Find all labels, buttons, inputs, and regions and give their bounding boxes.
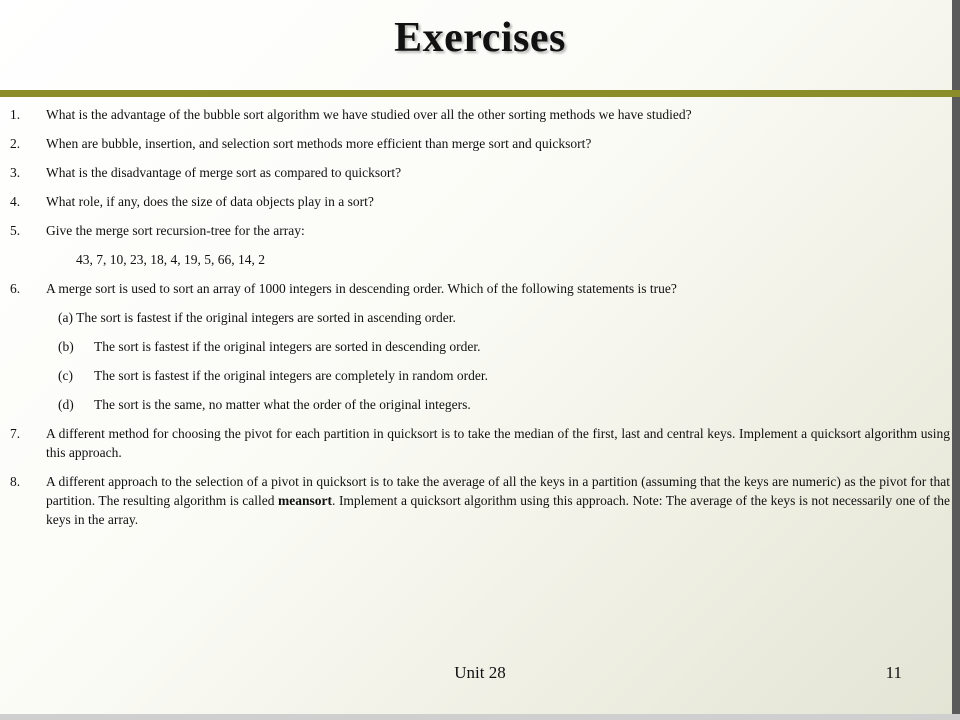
exercise-number: 2. bbox=[10, 136, 21, 151]
meansort-term: meansort bbox=[278, 493, 333, 508]
exercise-text: What role, if any, does the size of data objects play in a sort? bbox=[46, 194, 374, 209]
page-number: 11 bbox=[885, 663, 902, 682]
exercise-6-option-a: (a) The sort is fastest if the original integers are sorted in ascending order. bbox=[58, 310, 456, 325]
exercise-text: What is the disadvantage of merge sort as compared to quicksort? bbox=[46, 165, 402, 180]
exercise-text: When are bubble, insertion, and selection sort methods more efficient than merge sort and quicksort? bbox=[46, 136, 592, 151]
exercise-text-after: . Implement a quicksort algorithm using this approach. Note: The average of the keys is not necessarily one of the keys in the array. bbox=[46, 493, 950, 527]
option-text: The sort is fastest if the original integers are completely in random order. bbox=[94, 368, 489, 383]
option-text: The sort is fastest if the original integers are sorted in descending order. bbox=[94, 339, 481, 354]
exercise-text-before: A different approach to the selection of a pivot in quicksort is to take the average of all the keys in a partition (assuming that the keys are numeric) as the pivot for that partition. The resulting algorithm is called bbox=[46, 474, 950, 508]
exercise-text: A different method for choosing the pivot for each partition in quicksort is to take the median of the first, last and central keys. Implement a quicksort algorithm using this approach. bbox=[46, 426, 950, 460]
option-label: (c) bbox=[58, 368, 73, 383]
exercise-6 bbox=[10, 279, 950, 298]
exercise-number: 6. bbox=[10, 281, 21, 296]
exercise-2 bbox=[10, 134, 950, 153]
exercise-number: 1. bbox=[10, 107, 21, 122]
exercise-6-option-c bbox=[58, 366, 950, 385]
exercise-4 bbox=[10, 192, 950, 211]
exercise-number: 4. bbox=[10, 194, 21, 209]
right-edge-bar bbox=[952, 0, 960, 720]
option-label: (d) bbox=[58, 397, 74, 412]
exercise-number: 7. bbox=[10, 426, 21, 441]
option-text: The sort is the same, no matter what the order of the original integers. bbox=[94, 397, 471, 412]
exercise-number: 3. bbox=[10, 165, 21, 180]
exercise-text: What is the advantage of the bubble sort algorithm we have studied over all the other sorting methods we have studied? bbox=[46, 107, 692, 122]
exercise-text: A merge sort is used to sort an array of 1000 integers in descending order. Which of the following statements is true? bbox=[46, 281, 677, 296]
option-label: (b) bbox=[58, 339, 74, 354]
exercise-1 bbox=[10, 105, 950, 124]
exercise-list bbox=[10, 105, 950, 529]
exercise-8 bbox=[10, 472, 950, 529]
exercise-6-option-d bbox=[58, 395, 950, 414]
exercise-7 bbox=[10, 424, 950, 462]
title-divider bbox=[0, 90, 960, 97]
exercise-5 bbox=[10, 221, 950, 240]
footer-unit-label: Unit 28 bbox=[454, 663, 506, 682]
bottom-edge-bar bbox=[0, 714, 960, 720]
page-title: Exercises bbox=[394, 15, 566, 61]
exercise-5-array: 43, 7, 10, 23, 18, 4, 19, 5, 66, 14, 2 bbox=[76, 252, 265, 267]
exercise-text: Give the merge sort recursion-tree for the array: bbox=[46, 223, 305, 238]
exercise-number: 5. bbox=[10, 223, 21, 238]
exercise-6-option-b bbox=[58, 337, 950, 356]
exercise-3 bbox=[10, 163, 950, 182]
exercise-number: 8. bbox=[10, 474, 21, 489]
